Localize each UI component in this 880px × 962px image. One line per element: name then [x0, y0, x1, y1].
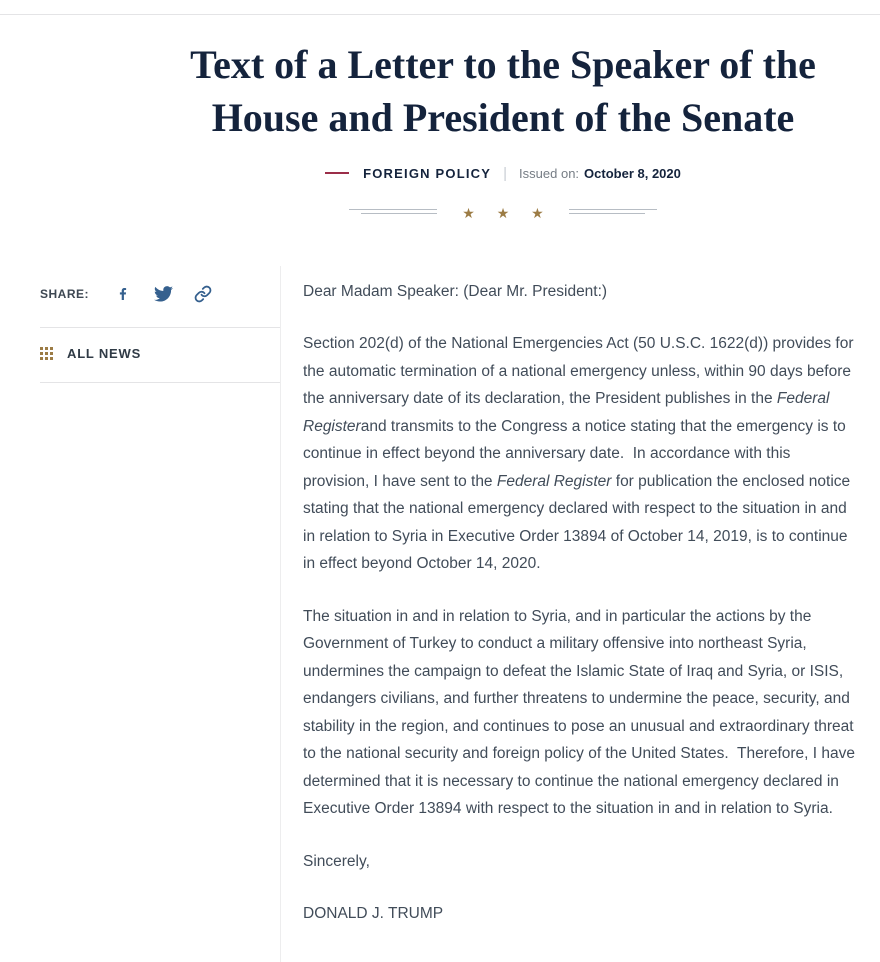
paragraph: Section 202(d) of the National Emergencies Act (50 U.S.C. 1622(d)) provides for the automatic termination of a national emergency unless, within 90 days before the anniversary date of its declaration, the President publishes in the Federal Registerand transmits to the Congress a notice stating that the emergency is to continue in effect beyond the anniversary date. In accordance with this provision, I have sent to the Federal Register for publication the enclosed notice stating that the national emergency declared with respect to the situation in and in relation to Syria in Executive Order 13894 of October 14, 2019, is to continue in effect beyond October 14, 2020.: [303, 335, 858, 573]
sidebar: [40, 266, 280, 962]
meta-row: [158, 165, 848, 182]
article-header: [158, 39, 848, 220]
divider-rule-right: [569, 209, 657, 216]
sidebar-divider: [40, 382, 280, 383]
share-label: SHARE:: [40, 286, 90, 301]
link-icon[interactable]: [193, 284, 213, 304]
issued-date: October 8, 2020: [584, 165, 681, 181]
category-label[interactable]: FOREIGN POLICY: [363, 165, 492, 181]
sidebar-divider: [40, 327, 280, 328]
paragraph: Dear Madam Speaker: (Dear Mr. President:): [303, 282, 608, 300]
paragraph: DONALD J. TRUMP: [303, 905, 444, 923]
twitter-icon[interactable]: [153, 284, 173, 304]
meta-separator: |: [503, 164, 508, 182]
paragraph: The situation in and in relation to Syria, and in particular the actions by the Government of Turkey to conduct a military offensive into northeast Syria, undermines the campaign to defeat the Islamic State of Iraq and Syria, or ISIS, endangers civilians, and further threatens to undermine the peace, security, and stability in the region, and continues to pose an unusual and extraordinary threat to the national security and foreign policy of the United States. Therefore, I have determined that it is necessary to continue the national emergency declared in Executive Order 13894 with respect to the situation in and in relation to Syria.: [303, 607, 860, 818]
star-divider: [158, 206, 848, 220]
category-dash-icon: [325, 172, 349, 174]
share-row: [40, 282, 280, 306]
top-rule: [0, 14, 880, 15]
letter-body: [280, 266, 880, 962]
paragraph: Sincerely,: [303, 852, 370, 870]
stars-icon: ★ ★ ★: [462, 204, 553, 221]
sidebar-item-all-news[interactable]: [40, 346, 280, 361]
content-row: [0, 266, 880, 962]
issued-on-label: Issued on:: [519, 165, 580, 181]
facebook-icon[interactable]: [113, 284, 133, 304]
page-title: Text of a Letter to the Speaker of the House and President of the Senate: [190, 42, 816, 140]
all-news-label: ALL NEWS: [67, 345, 142, 361]
divider-rule-left: [349, 209, 437, 216]
grid-icon: [40, 347, 53, 360]
